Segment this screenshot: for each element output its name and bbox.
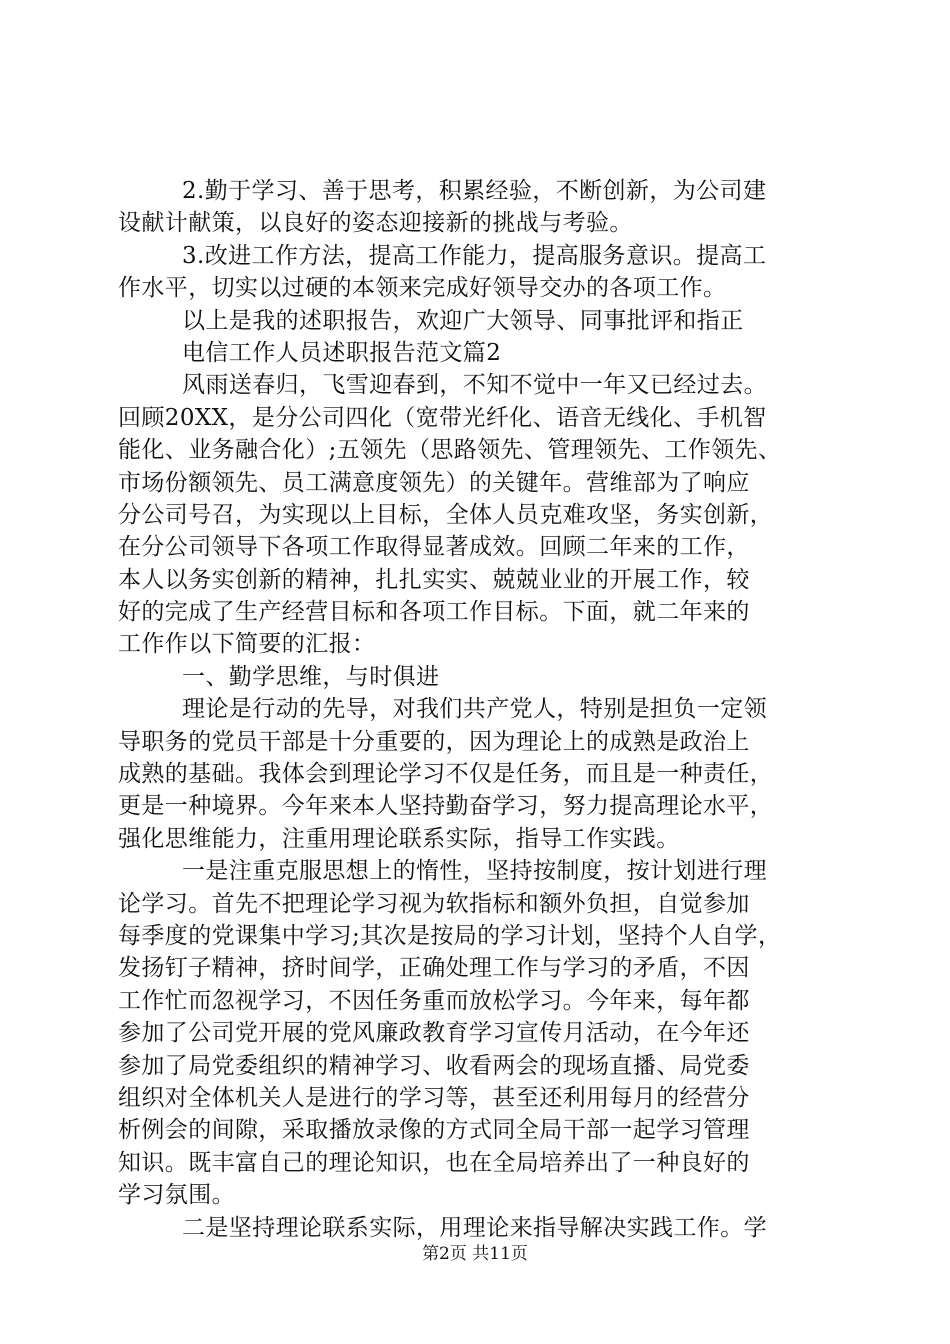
- text-line: 学习氛围。: [118, 1182, 235, 1209]
- text-line: 二是坚持理论联系实际，用理论来指导解决实践工作。学: [182, 1214, 767, 1241]
- text-line: 强化思维能力，注重用理论联系实际，指导工作实践。: [118, 825, 680, 852]
- text-line: 组织对全体机关人是进行的学习等，甚至还利用每月的经营分: [118, 1084, 750, 1111]
- text-line: 本人以务实创新的精神，扎扎实实、兢兢业业的开展工作，较: [118, 566, 750, 593]
- document-body: [118, 175, 830, 1244]
- text-line: 工作作以下简要的汇报：: [118, 631, 376, 658]
- text-line: 知识。既丰富自己的理论知识，也在全局培养出了一种良好的: [118, 1149, 750, 1176]
- text-line: 市场份额领先、员工满意度领先）的关键年。营维部为了响应: [118, 469, 750, 496]
- text-line: 导职务的党员干部是十分重要的，因为理论上的成熟是政治上: [118, 728, 750, 755]
- text-line: 析例会的间隙，采取播放录像的方式同全局干部一起学习管理: [118, 1117, 750, 1144]
- text-line: 发扬钉子精神，挤时间学，正确处理工作与学习的矛盾，不因: [118, 955, 750, 982]
- text-line: 3.改进工作方法，提高工作能力，提高服务意识。提高工: [182, 242, 767, 269]
- text-line: 2.勤于学习、善于思考，积累经验，不断创新，为公司建: [182, 178, 767, 204]
- text-line: 每季度的党课集中学习;其次是按局的学习计划，坚持个人自学，: [118, 922, 782, 949]
- text-line: 分公司号召，为实现以上目标，全体人员克难攻坚，务实创新，: [118, 501, 774, 528]
- text-line: 工作忙而忽视学习，不因任务重而放松学习。今年来，每年都: [118, 987, 750, 1014]
- text-line: 电信工作人员述职报告范文篇2: [182, 339, 502, 366]
- text-line: 设献计献策，以良好的姿态迎接新的挑战与考验。: [118, 210, 633, 237]
- text-line: 参加了局党委组织的精神学习、收看两会的现场直播、局党委: [118, 1052, 750, 1079]
- text-line: 更是一种境界。今年来本人坚持勤奋学习，努力提高理论水平，: [118, 793, 774, 820]
- text-line: 论学习。首先不把理论学习视为软指标和额外负担，自觉参加: [118, 890, 750, 917]
- text-line: 成熟的基础。我体会到理论学习不仅是任务，而且是一种责任，: [118, 761, 774, 788]
- text-line: 在分公司领导下各项工作取得显著成效。回顾二年来的工作，: [118, 534, 750, 561]
- page-footer: 第2页 共11页: [422, 1244, 528, 1264]
- text-line: 回顾20XX，是分公司四化（宽带光纤化、语音无线化、手机智: [118, 404, 767, 431]
- text-line: 好的完成了生产经营目标和各项工作目标。下面，就二年来的: [118, 599, 750, 626]
- text-line: 以上是我的述职报告，欢迎广大领导、同事批评和指正: [182, 307, 744, 334]
- text-line: 理论是行动的先导，对我们共产党人，特别是担负一定领: [182, 696, 767, 723]
- text-line: 参加了公司党开展的党风廉政教育学习宣传月活动，在今年还: [118, 1020, 750, 1047]
- text-line: 风雨送春归，飞雪迎春到，不知不觉中一年又已经过去。: [182, 372, 767, 399]
- text-line: 作水平，切实以过硬的本领来完成好领导交办的各项工作。: [118, 275, 727, 302]
- text-line: 能化、业务融合化）;五领先（思路领先、管理领先、工作领先、: [118, 437, 782, 464]
- text-line: 一是注重克服思想上的惰性，坚持按制度，按计划进行理: [182, 858, 767, 885]
- text-line: 一、勤学思维，与时俱进: [182, 663, 440, 690]
